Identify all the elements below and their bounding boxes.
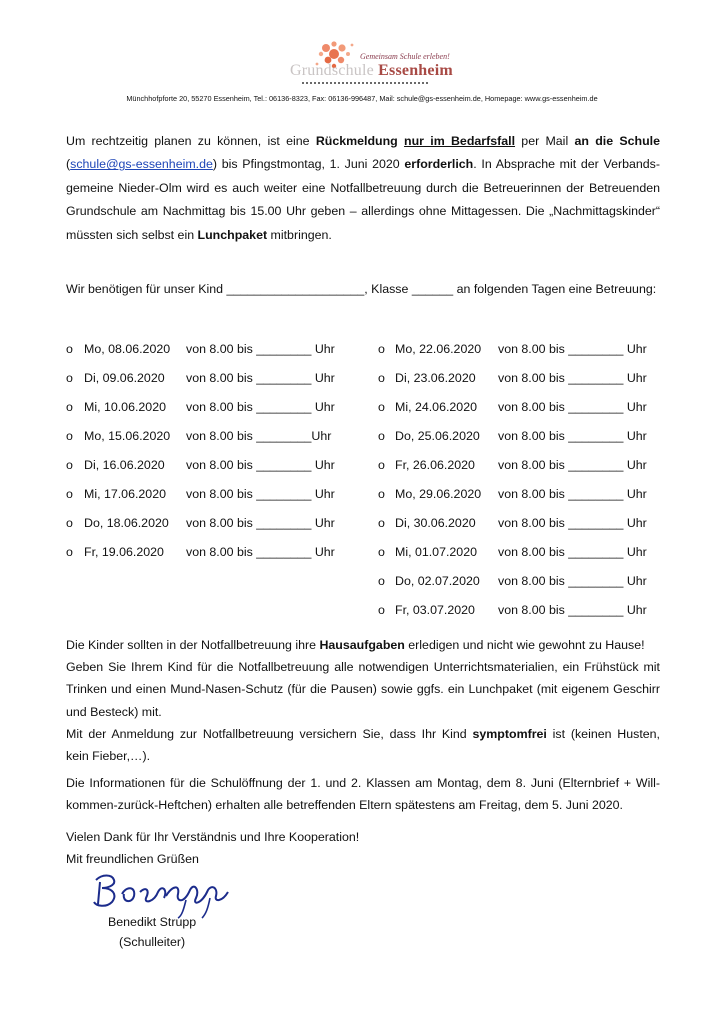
- schedule-time-field[interactable]: von 8.00 bis ________ Uhr: [186, 487, 335, 501]
- schedule-date: Mo, 08.06.2020: [84, 342, 171, 356]
- schedule-date: Do, 18.06.2020: [84, 516, 169, 530]
- homework-line-6: kein Fieber,…).: [66, 749, 151, 764]
- signer-block: [108, 912, 196, 952]
- checkbox-bullet-icon[interactable]: o: [66, 429, 73, 443]
- intro-line-3: gemeine Nieder-Olm wird es auch weiter eine Notfallbetreuung durch die Betreuerinnen der Betreuenden: [66, 180, 660, 195]
- intro-text: Um rechtzeitig planen zu können, ist eine: [66, 134, 316, 148]
- schedule-time-field[interactable]: von 8.00 bis ________ Uhr: [186, 371, 335, 385]
- schedule-time-field[interactable]: von 8.00 bis ________ Uhr: [498, 429, 647, 443]
- school-email-link[interactable]: schule@gs-essenheim.de: [70, 157, 213, 172]
- homework-paragraph: [66, 634, 660, 767]
- homework-line-4: und Besteck) mit.: [66, 704, 162, 719]
- checkbox-bullet-icon[interactable]: o: [378, 458, 385, 472]
- intro-bold-rueckmeldung: Rückmeldung: [315, 134, 398, 148]
- schedule-time-field[interactable]: von 8.00 bis ________Uhr: [186, 429, 332, 443]
- letterhead-divider: [302, 82, 428, 86]
- checkbox-bullet-icon[interactable]: o: [66, 545, 73, 559]
- intro-line-2: [66, 153, 660, 176]
- school-name-prefix: Grundschule: [290, 62, 374, 79]
- intro-text: . In Absprache mit der Verbands-: [473, 157, 660, 172]
- schedule-time-field[interactable]: von 8.00 bis ________ Uhr: [498, 342, 647, 356]
- schedule-time-field[interactable]: von 8.00 bis ________ Uhr: [186, 545, 335, 559]
- schedule-date: Mi, 01.07.2020: [395, 545, 477, 559]
- checkbox-bullet-icon[interactable]: o: [66, 400, 73, 414]
- closing-block: [66, 826, 359, 870]
- intro-paragraph: [66, 130, 660, 247]
- checkbox-bullet-icon[interactable]: o: [378, 574, 385, 588]
- homework-line-1: [66, 634, 660, 656]
- schedule-date: Fr, 03.07.2020: [395, 603, 475, 617]
- intro-bold-schule: an die Schule: [574, 134, 660, 148]
- intro-text: ) bis Pfingstmontag, 1. Juni 2020: [212, 157, 405, 172]
- schedule-time-field[interactable]: von 8.00 bis ________ Uhr: [186, 400, 335, 414]
- schedule-time-field[interactable]: von 8.00 bis ________ Uhr: [498, 545, 647, 559]
- schedule-date: Mi, 10.06.2020: [84, 400, 166, 414]
- school-address: Münchhofpforte 20, 55270 Essenheim, Tel.: 06136-8323, Fax: 06136-996487, Mail: schule@gs-essenheim.de, Homepage: www.gs-essenheim.de: [126, 94, 598, 103]
- school-motto: Gemeinsam Schule erleben!: [360, 52, 450, 61]
- intro-bold-lunchpaket: Lunchpaket: [197, 227, 268, 242]
- checkbox-bullet-icon[interactable]: o: [66, 458, 73, 472]
- info-line-1: Die Informationen für die Schulöffnung der 1. und 2. Klassen am Montag, dem 8. Juni (Elternbrief + Will-: [66, 776, 660, 790]
- schedule-time-field[interactable]: von 8.00 bis ________ Uhr: [186, 458, 335, 472]
- checkbox-bullet-icon[interactable]: o: [66, 371, 73, 385]
- info-paragraph: [66, 772, 660, 816]
- schedule-date: Fr, 26.06.2020: [395, 458, 475, 472]
- schedule-date: Mi, 24.06.2020: [395, 400, 477, 414]
- checkbox-bullet-icon[interactable]: o: [378, 516, 385, 530]
- checkbox-bullet-icon[interactable]: o: [66, 487, 73, 501]
- schedule-time-field[interactable]: von 8.00 bis ________ Uhr: [498, 400, 647, 414]
- signer-role: (Schulleiter): [119, 935, 186, 949]
- registration-line[interactable]: Wir benötigen für unser Kind ____________________, Klasse ______ an folgenden Tagen eine Betreuung:: [66, 282, 657, 296]
- schedule-date: Di, 23.06.2020: [395, 371, 476, 385]
- homework-bold-hausaufgaben: Hausaufgaben: [319, 638, 405, 652]
- homework-line-2: Geben Sie Ihrem Kind für die Notfallbetreuung alle notwendigen Unterrichtsmaterialien, ein Frühstück mit: [66, 660, 660, 675]
- closing-regards: Mit freundlichen Grüßen: [66, 852, 199, 866]
- homework-line-5: [66, 723, 660, 745]
- schedule-time-field[interactable]: von 8.00 bis ________ Uhr: [498, 603, 647, 617]
- intro-line-4: Grundschule am Nachmittag bis 15.00 Uhr geben – allerdings ohne Mittagessen. Die „Nachmittagskinder“: [66, 204, 660, 219]
- checkbox-bullet-icon[interactable]: o: [378, 429, 385, 443]
- schedule-time-field[interactable]: von 8.00 bis ________ Uhr: [186, 342, 335, 356]
- checkbox-bullet-icon[interactable]: o: [378, 487, 385, 501]
- info-line-2: kommen-zurück-Heftchen) erhalten alle betreffenden Eltern spätestens am Freitag, dem 5. Juni 2020.: [66, 798, 623, 813]
- schedule-date: Fr, 19.06.2020: [84, 545, 164, 559]
- schedule-date: Mo, 29.06.2020: [395, 487, 482, 501]
- checkbox-bullet-icon[interactable]: o: [378, 603, 385, 617]
- schedule-time-field[interactable]: von 8.00 bis ________ Uhr: [186, 516, 335, 530]
- checkbox-bullet-icon[interactable]: o: [66, 342, 73, 356]
- schedule-date: Di, 16.06.2020: [84, 458, 165, 472]
- signer-name: Benedikt Strupp: [108, 915, 197, 929]
- intro-text: (: [66, 157, 71, 172]
- schedule-date: Di, 30.06.2020: [395, 516, 476, 530]
- intro-bold-erforderlich: erforderlich: [404, 157, 474, 172]
- schedule-time-field[interactable]: von 8.00 bis ________ Uhr: [498, 487, 647, 501]
- checkbox-bullet-icon[interactable]: o: [378, 342, 385, 356]
- homework-bold-symptomfrei: symptomfrei: [472, 726, 547, 741]
- intro-text: müssten sich selbst ein: [66, 227, 198, 242]
- school-name-main: Essenheim: [378, 62, 453, 79]
- schedule-date: Di, 09.06.2020: [84, 371, 165, 385]
- schedule-time-field[interactable]: von 8.00 bis ________ Uhr: [498, 574, 647, 588]
- schedule-date: Mo, 22.06.2020: [395, 342, 482, 356]
- homework-text: erledigen und nicht wie gewohnt zu Hause!: [404, 638, 645, 652]
- schedule-time-field[interactable]: von 8.00 bis ________ Uhr: [498, 371, 647, 385]
- schedule-time-field[interactable]: von 8.00 bis ________ Uhr: [498, 516, 647, 530]
- schedule-date: Mo, 15.06.2020: [84, 429, 171, 443]
- intro-line-5: [66, 224, 660, 247]
- checkbox-bullet-icon[interactable]: o: [378, 400, 385, 414]
- homework-text: ist (keinen Husten,: [546, 726, 661, 741]
- closing-thanks: Vielen Dank für Ihr Verständnis und Ihre Kooperation!: [66, 830, 360, 844]
- schedule-date: Do, 02.07.2020: [395, 574, 480, 588]
- intro-underline-bedarfsfall: nur im Bedarfsfall: [404, 134, 516, 148]
- homework-line-3: Trinken und einen Mund-Nasen-Schutz (für die Pausen) sowie ggfs. ein Lunchpaket (mit eigenem Geschirr: [66, 682, 660, 697]
- schedule-date: Mi, 17.06.2020: [84, 487, 166, 501]
- checkbox-bullet-icon[interactable]: o: [378, 371, 385, 385]
- checkbox-bullet-icon[interactable]: o: [66, 516, 73, 530]
- intro-line-1: [66, 130, 660, 153]
- intro-text: per Mail: [515, 134, 575, 148]
- checkbox-bullet-icon[interactable]: o: [378, 545, 385, 559]
- school-name: [290, 62, 453, 80]
- homework-text: Die Kinder sollten in der Notfallbetreuung ihre: [66, 638, 320, 652]
- schedule-time-field[interactable]: von 8.00 bis ________ Uhr: [498, 458, 647, 472]
- intro-text: mitbringen.: [267, 227, 332, 242]
- homework-text: Mit der Anmeldung zur Notfallbetreuung versichern Sie, dass Ihr Kind: [66, 726, 473, 741]
- schedule-date: Do, 25.06.2020: [395, 429, 480, 443]
